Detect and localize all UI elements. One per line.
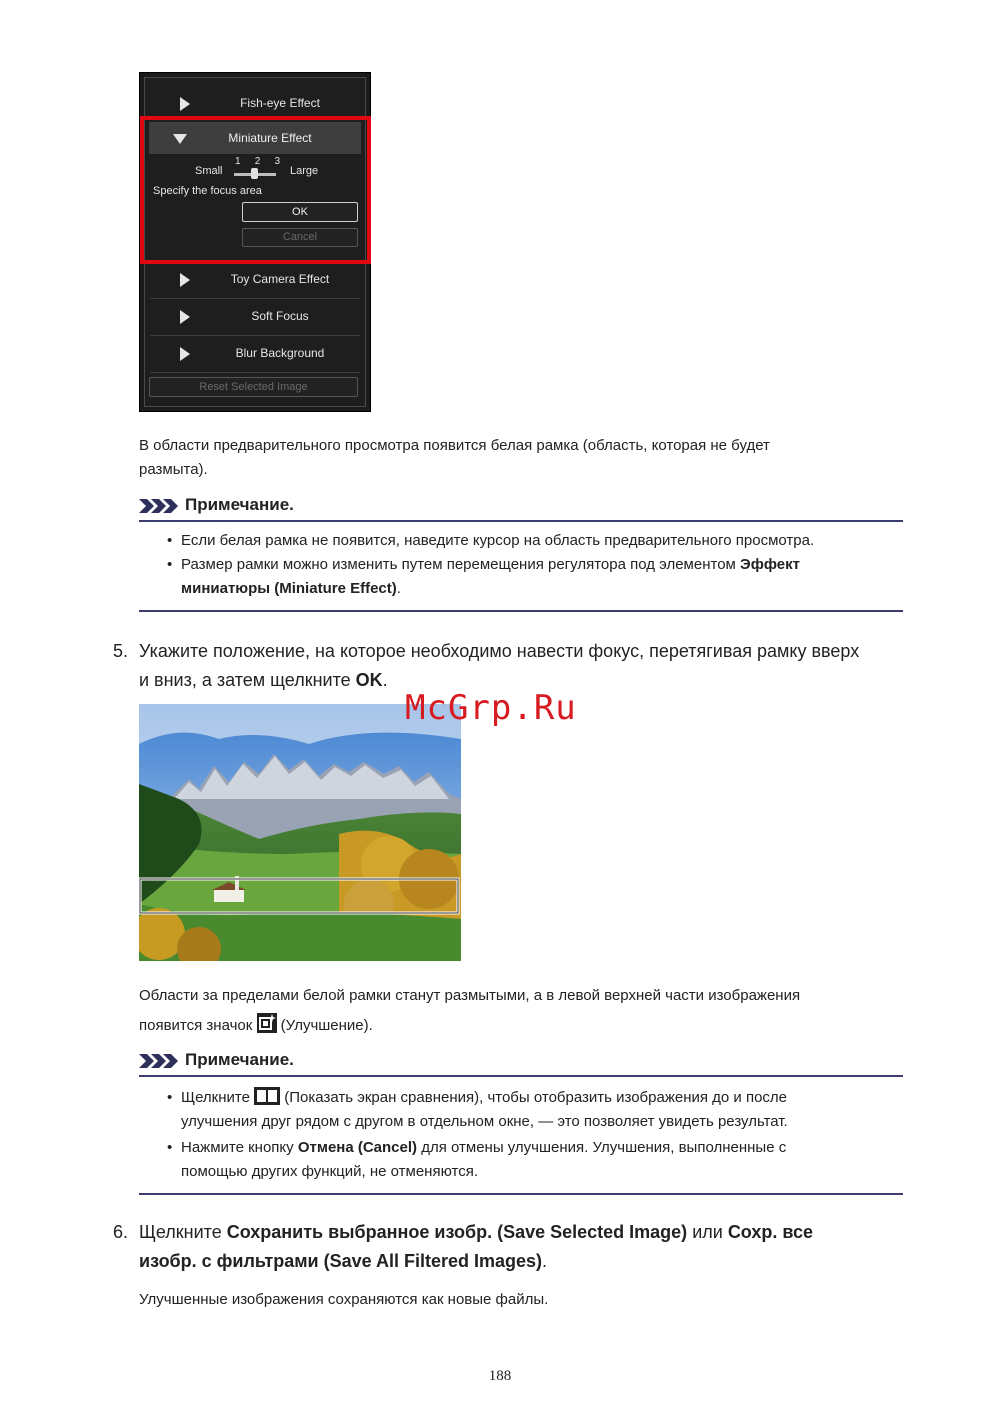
effect-row-toy-camera[interactable] <box>150 262 360 299</box>
bullet-bold: Отмена (Cancel) <box>297 1139 418 1156</box>
effect-row-soft-focus[interactable] <box>150 299 360 336</box>
note-arrows-icon <box>139 498 179 514</box>
note-heading-text: Примечание. <box>185 1050 294 1069</box>
bullet-dot: • <box>167 556 173 573</box>
expand-arrow-icon <box>180 347 190 361</box>
note-arrows-icon <box>139 1053 179 1069</box>
step-line: Укажите положение, на которое необходимо навести фокус, перетягивая рамку вверх <box>139 641 860 661</box>
paragraph-line: В области предварительного просмотра появится белая рамка (область, которая не будет <box>139 437 770 454</box>
expand-arrow-icon <box>180 273 190 287</box>
paragraph-blur-result <box>139 984 800 1038</box>
cancel-button[interactable]: Cancel <box>242 228 358 247</box>
large-label: Large <box>290 165 319 177</box>
scale-number: 2 <box>254 156 261 167</box>
step-line: Щелкните Сохранить выбранное изобр. (Save Selected Image) или Сохр. все <box>139 1222 814 1242</box>
enhance-icon <box>257 1013 277 1033</box>
reset-selected-image-button[interactable]: Reset Selected Image <box>149 377 358 397</box>
watermark: McGrp.Ru <box>405 688 577 728</box>
effect-label: Fish-eye Effect <box>240 96 320 110</box>
bullet-text: Размер рамки можно изменить путем перемещения регулятора под элементом <box>181 556 741 573</box>
note-bullet <box>167 529 815 553</box>
ok-bold: OK <box>355 670 383 690</box>
page-number: 188 <box>488 1368 512 1384</box>
note-bullet: • Щелкните (Показать экран сравнения), чтобы отобразить изображения до и после улучшения друг рядом с другом в отдельном окне, — это позволяет увидеть результат. <box>181 1086 788 1134</box>
bullet-bold: миниатюры (Miniature Effect) <box>181 580 397 597</box>
note-heading <box>139 1050 294 1070</box>
miniature-preview-image[interactable] <box>139 704 461 961</box>
paragraph-preview-frame <box>139 434 770 482</box>
bullet-dot: • <box>167 532 173 549</box>
paragraph-line: появится значок (Улучшение). <box>139 1013 800 1038</box>
step-6-text <box>139 1218 813 1276</box>
expand-arrow-icon <box>180 310 190 324</box>
paragraph-line: размыта). <box>139 461 208 478</box>
focus-area-label: Specify the focus area <box>153 185 262 197</box>
paragraph-saved: Улучшенные изображения сохраняются как новые файлы. <box>139 1291 549 1308</box>
landscape-photo <box>139 704 461 961</box>
miniature-effect-label: Miniature Effect <box>228 131 312 145</box>
bullet-dot: • <box>167 1089 173 1106</box>
small-label: Small <box>195 165 223 177</box>
effect-label: Toy Camera Effect <box>230 272 330 286</box>
effect-label: Blur Background <box>235 346 325 360</box>
note-bullet: • Нажмите кнопку Отмена (Cancel) для отмены улучшения. Улучшения, выполненные с помощью других функций, не отменяются. <box>181 1136 786 1184</box>
step-line: и вниз, а затем щелкните OK. <box>139 670 388 690</box>
step-5-text <box>139 637 859 695</box>
step-line: изобр. с фильтрами (Save All Filtered Images). <box>139 1251 548 1271</box>
ok-button[interactable]: OK <box>242 202 358 222</box>
step-number: 5. <box>113 641 129 661</box>
highlight-frame <box>140 116 371 264</box>
step-number: 6. <box>113 1222 129 1242</box>
note-bullet <box>167 553 800 601</box>
paragraph-line: Области за пределами белой рамки станут размытыми, а в левой верхней части изображения <box>139 987 801 1004</box>
note-heading-text: Примечание. <box>185 495 294 514</box>
bullet-text: . <box>396 580 401 597</box>
bullet-dot: • <box>167 1139 173 1156</box>
compare-screen-icon <box>254 1087 280 1105</box>
scale-number: 1 <box>235 156 241 167</box>
note-heading <box>139 495 294 515</box>
scale-number: 3 <box>274 156 280 167</box>
effect-row-blur-background[interactable] <box>150 336 360 373</box>
bullet-text: Если белая рамка не появится, наведите курсор на область предварительного просмотра. <box>181 532 815 549</box>
expand-arrow-icon <box>180 97 190 111</box>
effect-label: Soft Focus <box>251 309 309 323</box>
bullet-bold: Эффект <box>740 556 800 573</box>
